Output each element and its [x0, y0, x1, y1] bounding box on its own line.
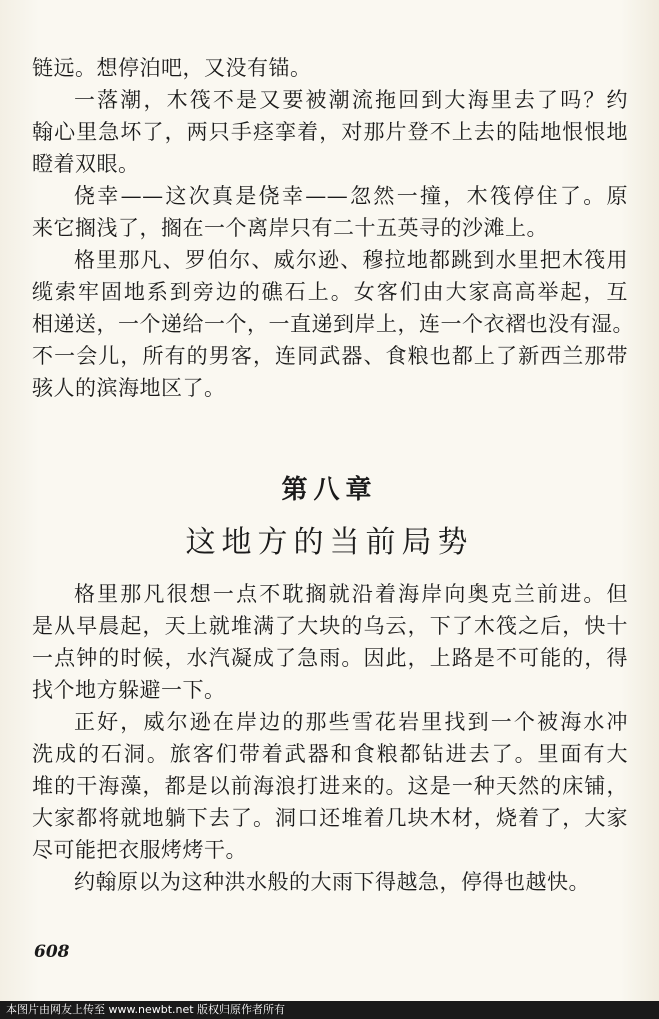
text-line: 缆索牢固地系到旁边的礁石上。女客们由大家高高举起，互 [32, 280, 628, 304]
text-line: 来它搁浅了，搁在一个离岸只有二十五英寻的沙滩上。 [32, 216, 548, 240]
text-line: 是从早晨起，天上就堆满了大块的乌云，下了木筏之后，快十 [32, 614, 628, 638]
paragraph [32, 706, 628, 866]
text-line: 链远。想停泊吧，又没有锚。 [32, 56, 312, 80]
text-line: 约翰原以为这种洪水般的大雨下得越急，停得也越快。 [74, 870, 590, 894]
text-line: 瞪着双眼。 [32, 152, 140, 176]
paragraph [32, 578, 628, 706]
text-line: 尽可能把衣服烤烤干。 [32, 838, 247, 862]
paragraph [32, 866, 628, 898]
paragraph [32, 84, 628, 180]
text-line: 洗成的石洞。旅客们带着武器和食粮都钻进去了。里面有大 [32, 742, 628, 766]
text-block-bottom [32, 578, 628, 898]
text-line: 相递送，一个递给一个，一直递到岸上，连一个衣褶也没有湿。 [32, 312, 634, 336]
text-line: 侥幸——这次真是侥幸——忽然一撞，木筏停住了。原 [74, 184, 628, 208]
chapter-number: 第八章 [281, 475, 378, 505]
watermark-footer [0, 1001, 659, 1019]
text-line: 堆的干海藻，都是以前海浪打进来的。这是一种天然的床铺， [32, 774, 628, 798]
page-number: 608 [34, 942, 70, 962]
paragraph [32, 180, 628, 244]
text-line: 翰心里急坏了，两只手痉挛着，对那片登不上去的陆地恨恨地 [32, 120, 628, 144]
text-line: 一点钟的时候，水汽凝成了急雨。因此，上路是不可能的，得 [32, 646, 628, 670]
watermark-text: 本图片由网友上传至 www.newbt.net 版权归原作者所有 [6, 1003, 286, 1016]
chapter-title: 这地方的当前局势 [185, 525, 474, 560]
text-block-top [32, 52, 634, 404]
text-line: 正好，威尔逊在岸边的那些雪花岩里找到一个被海水冲 [74, 710, 628, 734]
text-line: 格里那凡、罗伯尔、威尔逊、穆拉地都跳到水里把木筏用 [74, 248, 628, 272]
text-line: 格里那凡很想一点不耽搁就沿着海岸向奥克兰前进。但 [74, 582, 628, 606]
text-line: 一落潮，木筏不是又要被潮流拖回到大海里去了吗？约 [74, 88, 628, 112]
text-line: 找个地方躲避一下。 [32, 678, 226, 702]
text-line: 骇人的滨海地区了。 [32, 376, 226, 400]
paragraph [32, 244, 634, 404]
paragraph [32, 52, 628, 84]
text-line: 不一会儿，所有的男客，连同武器、食粮也都上了新西兰那带 [32, 344, 628, 368]
text-line: 大家都将就地躺下去了。洞口还堆着几块木材，烧着了，大家 [32, 806, 628, 830]
